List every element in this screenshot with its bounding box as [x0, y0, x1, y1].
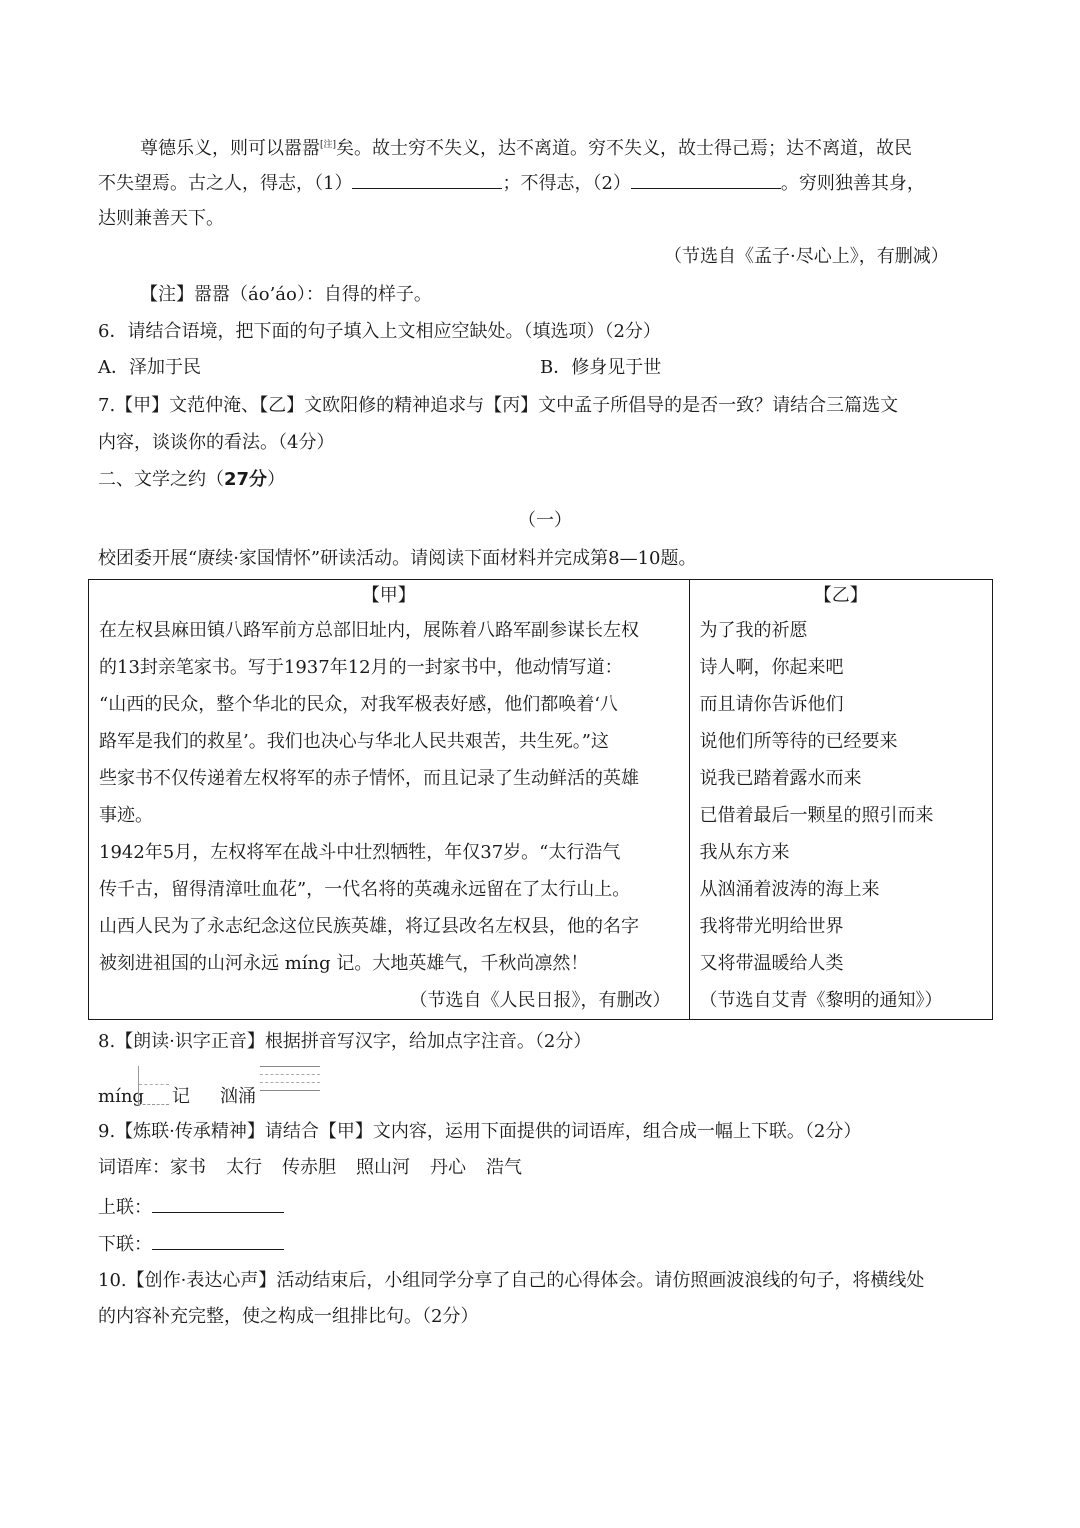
bank-word: 照山河	[356, 1157, 410, 1178]
yi-line: 已借着最后一颗星的照引而来	[699, 805, 934, 826]
passage-source: （节选自《孟子·尽心上》，有删减）	[664, 246, 949, 267]
material-jia	[89, 580, 690, 1020]
q8-answer-grid[interactable]	[138, 1066, 169, 1105]
q9-lower: 下联：	[98, 1231, 284, 1258]
yi-source: （节选自艾青《黎明的通知》）	[699, 990, 943, 1011]
q8-pinyin: míng	[98, 1086, 144, 1107]
bank-word: 太行	[226, 1157, 262, 1178]
q9-word-bank: 词语库：家书 太行 传赤胆 照山河 丹心 浩气	[98, 1157, 522, 1178]
jia-line: 在左权县麻田镇八路军前方总部旧址内，展陈着八路军副参谋长左权	[99, 620, 639, 641]
jia-line: “山西的民众，整个华北的民众，对我军极表好感，他们都唤着‘八	[99, 694, 618, 715]
jia-line: 些家书不仅传递着左权将军的赤子情怀，而且记录了生动鲜活的英雄	[99, 768, 639, 789]
q6-option-b[interactable]: B．修身见于世	[540, 357, 662, 378]
q7-line-1: 7.【甲】文范仲淹、【乙】文欧阳修的精神追求与【丙】文中孟子所倡导的是否一致？请结合三篇选文	[98, 395, 899, 416]
q6-option-a[interactable]: A．泽加于民	[98, 357, 201, 378]
jia-line: 事迹。	[99, 805, 153, 826]
q6-text: 6．请结合语境，把下面的句子填入上文相应空缺处。（填选项）（2分）	[98, 321, 661, 342]
jia-heading: 【甲】	[361, 585, 416, 606]
yi-line: 又将带温暖给人类	[699, 953, 844, 974]
upper-couplet-blank[interactable]	[152, 1194, 284, 1213]
yi-line: 而且请你告诉他们	[699, 694, 844, 715]
yi-line: 为了我的祈愿	[699, 620, 808, 641]
jia-line: 的13封亲笔家书。写于1937年12月的一封家书中，他动情写道：	[99, 657, 623, 678]
q10-line-1: 10.【创作·表达心声】活动结束后，小组同学分享了自己的心得体会。请仿照画波浪线的句子，将横线处	[98, 1270, 925, 1291]
yi-heading: 【乙】	[813, 585, 868, 606]
jia-line: 传千古，留得清漳吐血花”，一代名将的英魂永远留在了太行山上。	[99, 879, 631, 900]
yi-line: 说我已踏着露水而来	[699, 768, 862, 789]
blank-1[interactable]	[352, 170, 502, 189]
passage-line-1: 尊德乐义，则可以嚣嚣[注]矣。故士穷不失义，达不离道。穷不失义，故士得己焉；达不离道，故民	[140, 138, 913, 159]
blank-2[interactable]	[631, 170, 781, 189]
q8-text: 8.【朗读·识字正音】根据拼音写汉字，给加点字注音。（2分）	[98, 1031, 592, 1052]
q8-word-2: 汹涌	[220, 1086, 256, 1107]
bank-word: 传赤胆	[282, 1157, 336, 1178]
jia-line: 山西人民为了永志纪念这位民族英雄，将辽县改名左权县，他的名字	[99, 916, 639, 937]
note-marker: [注]	[320, 140, 337, 150]
passage-note: 【注】嚣嚣（áo’áo）：自得的样子。	[140, 284, 432, 305]
jia-line: 1942年5月，左权将军在战斗中壮烈牺牲，年仅37岁。“太行浩气	[99, 842, 621, 863]
passage-line-3: 达则兼善天下。	[98, 208, 224, 229]
section-2-title: 二、文学之约（27分）	[98, 469, 286, 490]
bank-word: 浩气	[486, 1157, 522, 1178]
bank-word: 丹心	[430, 1157, 466, 1178]
lower-couplet-blank[interactable]	[152, 1231, 284, 1250]
yi-line: 我将带光明给世界	[699, 916, 844, 937]
q9-text: 9.【炼联·传承精神】请结合【甲】文内容，运用下面提供的词语库，组合成一幅上下联。（2分）	[98, 1121, 862, 1142]
yi-line: 从汹涌着波涛的海上来	[699, 879, 880, 900]
q9-upper: 上联：	[98, 1194, 284, 1221]
passage-line-2: 不失望焉。古之人，得志，（1） ；不得志，（2） 。穷则独善其身，	[98, 170, 925, 197]
yi-line: 说他们所等待的已经要来	[699, 731, 898, 752]
q7-line-2: 内容，谈谈你的看法。（4分）	[98, 432, 335, 453]
jia-source: （节选自《人民日报》，有删改）	[409, 990, 671, 1011]
q10-line-2: 的内容补充完整，使之构成一组排比句。（2分）	[98, 1306, 479, 1327]
section-2-intro: 校团委开展“赓续·家国情怀”研读活动。请阅读下面材料并完成第8—10题。	[98, 548, 697, 569]
material-table	[88, 579, 993, 1020]
q8-pinyin-lines[interactable]	[260, 1064, 320, 1098]
bank-word: 家书	[170, 1157, 206, 1178]
jia-line: 被刻进祖国的山河永远 míng 记。大地英雄气，千秋尚凛然！	[99, 953, 589, 974]
yi-line: 我从东方来	[699, 842, 790, 863]
yi-line: 诗人啊，你起来吧	[699, 657, 844, 678]
jia-line: 路军是我们的救星’。我们也决心与华北人民共艰苦，共生死。”这	[99, 731, 609, 752]
q8-char-after: 记	[172, 1086, 190, 1107]
section-2-sub: （一）	[518, 510, 572, 531]
material-yi	[689, 580, 993, 1020]
